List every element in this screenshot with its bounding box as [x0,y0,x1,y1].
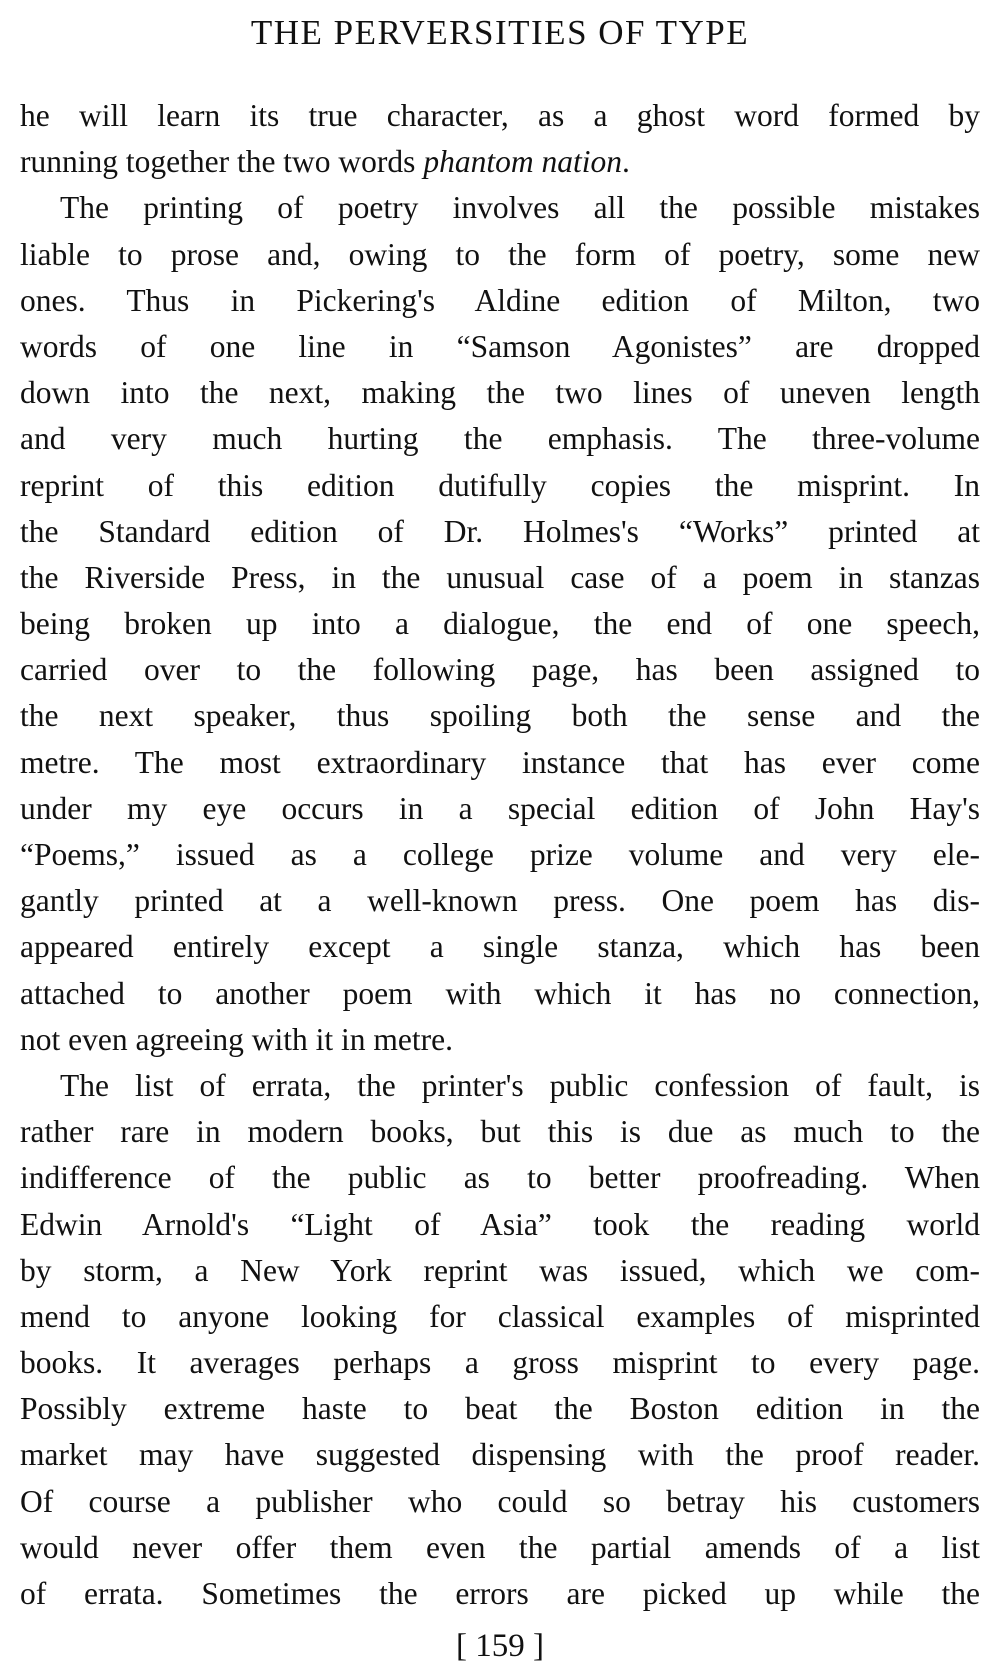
italic-text: phantom nation [423,144,622,180]
text-line [20,1155,980,1201]
text-line [20,555,980,601]
text-segment: being broken up into a dialogue, the end of one speech, [20,606,980,642]
text-segment: would never offer them even the partial amends of a list [20,1529,980,1565]
text-segment: metre. The most extraordinary instance that has ever come [20,744,980,780]
text-line [20,647,980,693]
text-line [20,232,980,278]
text-segment: ones. Thus in Pickering's Aldine edition of Milton, two [20,282,980,318]
text-segment: the Riverside Press, in the unusual case of a poem in stanzas [20,559,980,595]
text-line [20,1571,980,1617]
text-segment: The list of errata, the printer's public confession of fault, is [60,1067,980,1103]
text-line [20,185,980,231]
text-segment: he will learn its true character, as a ghost word formed by [20,98,980,133]
text-segment: Edwin Arnold's “Light of Asia” took the reading world [20,1206,980,1242]
text-line [20,740,980,786]
text-segment: appeared entirely except a single stanza, which has been [20,929,980,965]
text-line [20,1202,980,1248]
text-segment: under my eye occurs in a special edition of John Hay's [20,790,980,826]
text-segment: books. It averages perhaps a gross misprint to every page. [20,1345,980,1381]
text-segment: down into the next, making the two lines of uneven length [20,375,980,411]
running-head: THE PERVERSITIES OF TYPE [250,13,750,52]
text-line [20,1063,980,1109]
text-line [20,1525,980,1571]
text-line [20,1248,980,1294]
text-line [20,1017,980,1063]
text-line [20,786,980,832]
text-segment: of errata. Sometimes the errors are picked up while the [20,1576,980,1611]
text-segment: gantly printed at a well-known press. One poem has dis- [20,883,980,919]
text-line [20,693,980,739]
text-segment: not even agreeing with it in metre. [20,1021,453,1057]
text-line [20,416,980,462]
text-line [20,832,980,878]
text-line [20,278,980,324]
text-segment: and very much hurting the emphasis. The three-volume [20,421,980,457]
text-line [20,601,980,647]
text-line [20,1479,980,1525]
text-line [20,93,980,139]
text-segment: liable to prose and, owing to the form of poetry, some new [20,236,980,272]
page-number: [ 159 ] [456,1628,544,1664]
text-line [20,924,980,970]
text-segment: attached to another poem with which it has no connection, [20,975,980,1011]
text-segment: mend to anyone looking for classical examples of misprinted [20,1298,980,1334]
text-line [20,509,980,555]
text-line [20,878,980,924]
text-segment: . [621,144,630,180]
text-segment: words of one line in “Samson Agonistes” are dropped [20,328,980,364]
text-line [20,370,980,416]
text-segment: reprint of this edition dutifully copies the misprint. In [20,467,980,503]
text-line [20,1109,980,1155]
text-line [20,463,980,509]
text-line [20,1294,980,1340]
text-segment: Possibly extreme haste to beat the Boston edition in the [20,1391,980,1427]
text-segment: market may have suggested dispensing with the proof reader. [20,1437,980,1473]
text-line [20,1340,980,1386]
text-segment: by storm, a New York reprint was issued, which we com- [20,1252,980,1288]
text-segment: the Standard edition of Dr. Holmes's “Works” printed at [20,513,980,549]
text-line [20,324,980,370]
text-segment: indifference of the public as to better proofreading. When [20,1160,980,1196]
text-line [20,1386,980,1432]
text-segment: rather rare in modern books, but this is due as much to the [20,1114,980,1150]
text-segment: running together the two words [20,144,424,180]
text-segment: Of course a publisher who could so betray his customers [20,1483,980,1519]
text-line [20,971,980,1017]
text-segment: the next speaker, thus spoiling both the sense and the [20,698,980,734]
text-segment: The printing of poetry involves all the possible mistakes [60,190,980,226]
text-segment: carried over to the following page, has been assigned to [20,652,980,688]
text-line [20,1432,980,1478]
text-segment: “Poems,” issued as a college prize volume and very ele- [20,837,980,872]
body-text [20,93,980,1617]
text-line [20,139,980,185]
